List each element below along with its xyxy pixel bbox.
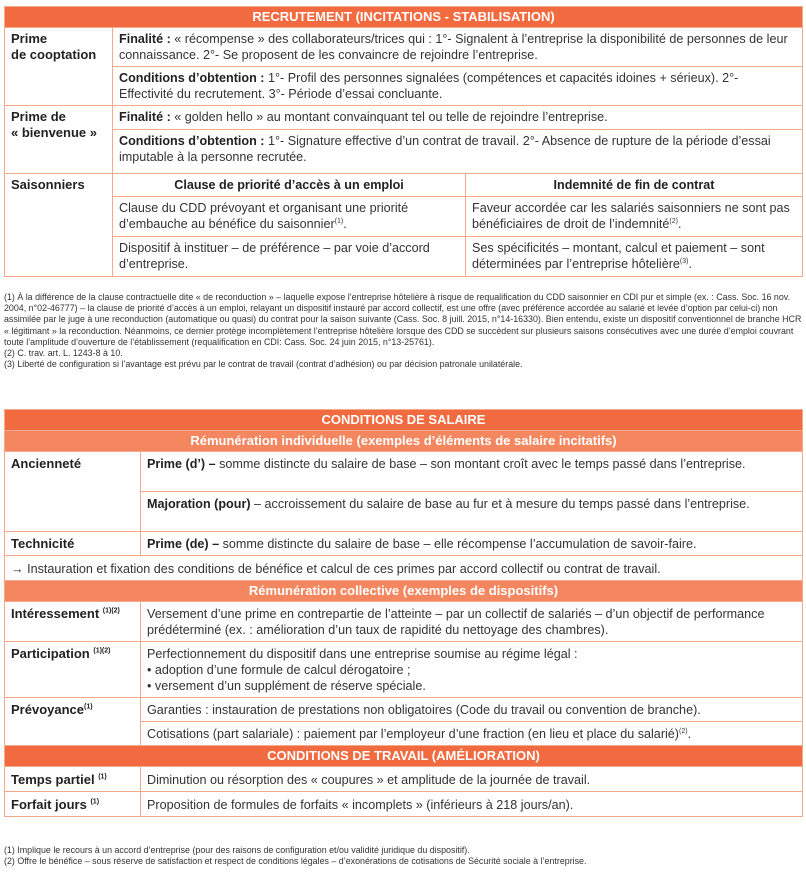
bienvenue-conditions-label: Conditions d’obtention : — [119, 134, 265, 148]
forfait-jours-label-text: Forfait jours — [11, 797, 87, 812]
anciennete-label: Ancienneté — [5, 452, 141, 532]
travail-notes — [4, 845, 802, 867]
technicite-prime-label: Prime (de) – — [147, 537, 220, 551]
prevoyance-label — [5, 698, 141, 746]
interessement-label — [5, 602, 141, 642]
anciennete-majoration-text: – accroissement du salaire de base au fur et à mesure du temps passé dans l’entreprise. — [254, 497, 750, 511]
bienvenue-finalite-label: Finalité : — [119, 110, 171, 124]
recrutement-note-2: (2) C. trav. art. L. 1243-8 à 10. — [4, 348, 123, 359]
cooptation-finalite-label: Finalité : — [119, 32, 171, 46]
recrutement-notes — [4, 292, 802, 370]
bienvenue-finalite — [113, 106, 803, 130]
technicite-prime-text: somme distincte du salaire de base – elle récompense l’accumulation de savoir-faire. — [222, 537, 697, 551]
travail-note-1: (1) Implique le recours à un accord d’entreprise (pour des raisons de configuration et/ou validité juridique du dispositif). — [4, 845, 470, 855]
saisonniers-label: Saisonniers — [5, 174, 113, 277]
bienvenue-label — [5, 106, 113, 174]
saisonniers-col1-header: Clause de priorité d’accès à un emploi — [113, 174, 466, 197]
individuelle-title: Rémunération individuelle (exemples d’éléments de salaire incitatifs) — [5, 431, 803, 452]
cooptation-label-line1: Prime — [11, 31, 48, 46]
footnote-ref: (2) — [669, 217, 678, 225]
bienvenue-finalite-text: « golden hello » au montant convainquant tel ou telle de rejoindre l’entreprise. — [174, 110, 608, 124]
interessement-text: Versement d’une prime en contrepartie de l’atteinte – par un collectif de salariés – d’un objectif de performance prédéterminé (ex. : amélioration d’un taux de rapidité du nettoyage des chambres). — [141, 602, 803, 642]
prevoyance-cotisations-text: Cotisations (part salariale) : paiement par l’employeur d’une fraction (en lieu et place du salarié) — [147, 727, 680, 741]
salaire-title: CONDITIONS DE SALAIRE — [5, 410, 803, 431]
anciennete-majoration — [141, 492, 803, 532]
anciennete-majoration-label: Majoration (pour) — [147, 497, 251, 511]
participation-line2: • adoption d’une formule de calcul dérogatoire ; — [147, 663, 411, 677]
footnote-ref: (2) — [679, 727, 688, 735]
anciennete-prime — [141, 452, 803, 492]
saisonniers-col2-header: Indemnité de fin de contrat — [466, 174, 803, 197]
participation-line3: • versement d’un supplément de réserve spéciale. — [147, 679, 426, 693]
temps-partiel-label — [5, 767, 141, 792]
anciennete-prime-label: Prime (d’) – — [147, 457, 216, 471]
recrutement-title: RECRUTEMENT (INCITATIONS - STABILISATION) — [5, 7, 803, 28]
footnote-ref: (1) — [90, 798, 100, 806]
recrutement-note-3: (3) Liberté de configuration si l’avantage est prévu par le contrat de travail (contrat d’adhésion) ou par décision patronale unilatérale. — [4, 359, 523, 370]
anciennete-prime-text: somme distincte du salaire de base – son montant croît avec le temps passé dans l’entreprise. — [219, 457, 746, 471]
saisonniers-r2c1: Dispositif à instituer – de préférence – par voie d’accord d’entreprise. — [113, 237, 466, 277]
cooptation-label-line2: de cooptation — [11, 47, 97, 62]
salaire-section — [4, 409, 802, 817]
saisonniers-r1c2: Faveur accordée car les salariés saisonniers ne sont pas bénéficiaires de droit de l’indemnité$^{(2)}$. — [466, 197, 803, 237]
footnote-ref: (1) — [84, 703, 93, 711]
cooptation-conditions-label: Conditions d’obtention : — [119, 71, 265, 85]
travail-note-2: (2) Offre le bénéfice – sous réserve de satisfaction et respect de conditions légales – d’exonérations de cotisations de Sécurité sociale à l’entreprise. — [4, 856, 587, 867]
recrutement-note-1: (1) À la différence de la clause contractuelle dite « de reconduction » – laquelle expose l’entreprise hôtelière à risque de requalification du CDD saisonnier en CDI pur et simple (ex. : Cass. Soc. 16 nov. 2004, n°02-46777) – la clause de priorité d’accès à un emploi, relayant un dispositif instauré par accord collectif, est une offre (avec préférence accordée au salarié et levée d’option par celui-ci) non assimilée par le juge à une reconduction (automatique ou quasi) du contrat pour la saison suivante (Cass. Soc. 8 juill. 2015, n°14-16330). Bien entendu, existe un dispositif conventionnel de branche HCR « légitimant » la reconduction. Néanmoins, ce dernier protège incomplètement l’entreprise hôtelière lorsque des CDD se succèdent sur plusieurs saisons consécutives avec une durée d’emploi couvrant toute l’amplitude d’ouverture de l’établissement (requalification en CDI: Cass. Soc. 24 juin 2015, n°13-25761). — [4, 292, 802, 347]
interessement-label-text: Intéressement — [11, 606, 100, 621]
travail-title: CONDITIONS DE TRAVAIL (AMÉLIORATION) — [5, 746, 803, 767]
bienvenue-label-line1: Prime de — [11, 109, 66, 124]
saisonniers-r2c2: Ses spécificités – montant, calcul et paiement – sont déterminées par l’entreprise hôtelière$^{(3)}$. — [466, 237, 803, 277]
prevoyance-cotisations: Cotisations (part salariale) : paiement par l’employeur d’une fraction (en lieu et place du salarié)$^{(2)}$. — [141, 722, 803, 746]
footnote-ref: (1) — [98, 773, 107, 781]
cooptation-conditions-text: 1°- Profil des personnes signalées (compétences et capacités idoines + sérieux). 2°- Effectivité du recrutement. 3°- Période d’essai concluante. — [119, 71, 739, 101]
footnote-ref: (3) — [679, 257, 689, 265]
bienvenue-conditions-text: 1°- Signature effective d’un contrat de travail. 2°- Absence de rupture de la période d’essai imputable à la personne recrutée. — [119, 134, 771, 164]
footnote-ref: (1)(2) — [93, 647, 111, 655]
footnote-ref: (1)(2) — [102, 607, 120, 615]
prevoyance-garanties: Garanties : instauration de prestations non obligatoires (Code du travail ou convention de branche). — [141, 698, 803, 722]
technicite-label: Technicité — [5, 532, 141, 556]
footnote-ref: (1) — [334, 217, 344, 225]
collective-title: Rémunération collective (exemples de dispositifs) — [5, 581, 803, 602]
cooptation-conditions — [113, 67, 803, 106]
forfait-jours-text: Proposition de formules de forfaits « incomplets » (inférieurs à 218 jours/an). — [141, 792, 803, 817]
participation-label-text: Participation — [11, 646, 90, 661]
saisonniers-r1c1-text: Clause du CDD prévoyant et organisant une priorité d’embauche au bénéfice du saisonnier — [119, 201, 409, 231]
cooptation-finalite — [113, 28, 803, 67]
participation-label — [5, 642, 141, 698]
saisonniers-r1c2-text: Faveur accordée car les salariés saisonniers ne sont pas bénéficiaires de droit de l’indemnité — [472, 201, 790, 231]
cooptation-label — [5, 28, 113, 106]
technicite-prime — [141, 532, 803, 556]
saisonniers-r2c2-text: Ses spécificités – montant, calcul et paiement – sont déterminées par l’entreprise hôtelière — [472, 241, 765, 271]
forfait-jours-label — [5, 792, 141, 817]
participation-text — [141, 642, 803, 698]
saisonniers-r1c1: Clause du CDD prévoyant et organisant une priorité d’embauche au bénéfice du saisonnier$^{(1)}$. — [113, 197, 466, 237]
prevoyance-label-text: Prévoyance — [11, 702, 84, 717]
recrutement-section — [4, 6, 802, 277]
participation-line1: Perfectionnement du dispositif dans une entreprise soumise au régime légal : — [147, 647, 578, 661]
temps-partiel-text: Diminution ou résorption des « coupures » et amplitude de la journée de travail. — [141, 767, 803, 792]
cooptation-finalite-text: « récompense » des collaborateurs/trices qui : 1°- Signalent à l’entreprise la disponibilité de personnes de leur connaissance. 2°- Se proposent de les convaincre de rejoindre l’entreprise. — [119, 32, 788, 62]
bienvenue-label-line2: « bienvenue » — [11, 125, 97, 140]
bienvenue-conditions — [113, 130, 803, 174]
temps-partiel-label-text: Temps partiel — [11, 772, 95, 787]
instauration-note: → Instauration et fixation des conditions de bénéfice et calcul de ces primes par accord collectif ou contrat de travail. — [5, 556, 803, 581]
